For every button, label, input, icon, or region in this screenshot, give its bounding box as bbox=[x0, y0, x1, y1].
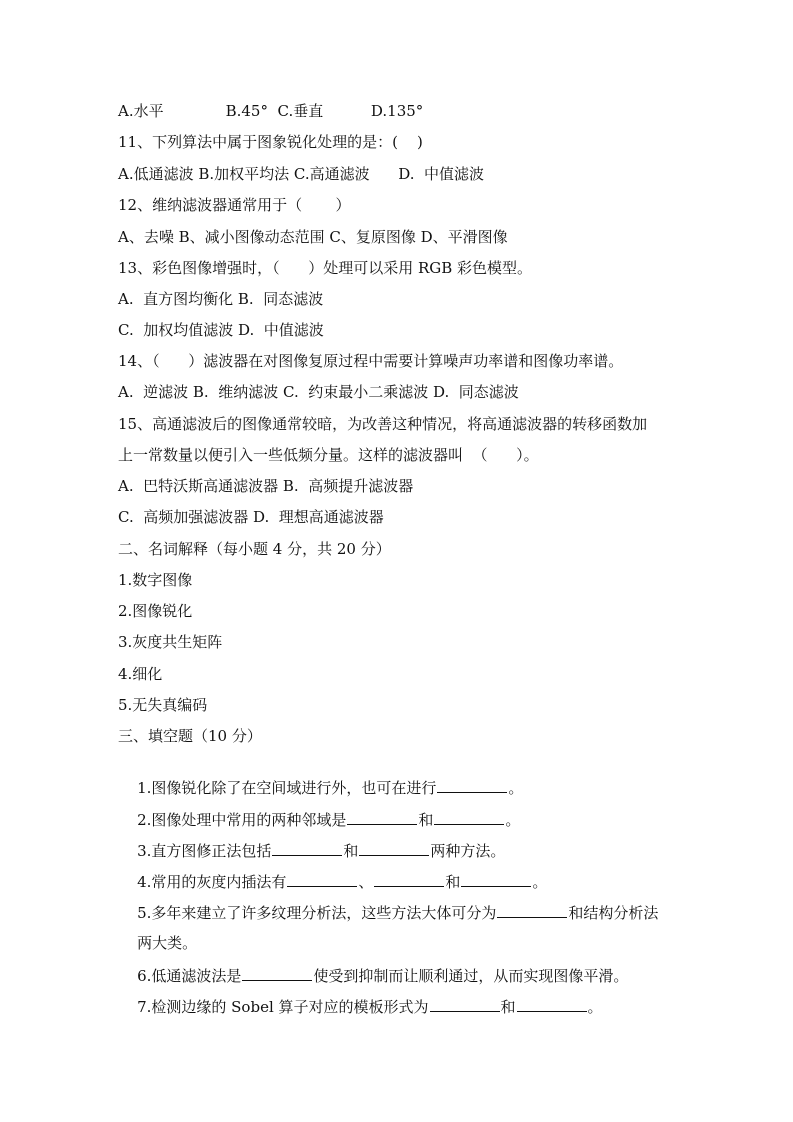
fill-text: 6.低通滤波法是 bbox=[137, 967, 242, 985]
fill-text: 1.图像锐化除了在空间域进行外，也可在进行 bbox=[137, 779, 437, 797]
fill-text: 和 bbox=[445, 873, 461, 891]
q13-options-1: A. 直方图均衡化 B. 同态滤波 bbox=[118, 290, 324, 308]
answer-blank bbox=[497, 902, 567, 918]
q15-options-1: A. 巴特沃斯高通滤波器 B. 高频提升滤波器 bbox=[118, 477, 414, 495]
fill-text: 7.检测边缘的 Sobel 算子对应的模板形式为 bbox=[137, 998, 429, 1016]
section-2-heading: 二、名词解释（每小题 4 分，共 20 分） bbox=[118, 540, 391, 558]
q10-options: A.水平 B.45° C.垂直 D.135° bbox=[118, 102, 424, 120]
term-3: 3.灰度共生矩阵 bbox=[118, 633, 223, 651]
q13-stem: 13、彩色图像增强时，（ ）处理可以采用 RGB 彩色模型。 bbox=[118, 259, 533, 277]
q11-stem: 11、下列算法中属于图象锐化处理的是：( ) bbox=[118, 133, 423, 151]
fill-text: 和结构分析法 bbox=[568, 904, 659, 922]
q11-options: A.低通滤波 B.加权平均法 C.高通滤波 D. 中值滤波 bbox=[118, 165, 485, 183]
term-5: 5.无失真编码 bbox=[118, 696, 208, 714]
fill-question-7 bbox=[118, 976, 603, 1037]
fill-text: 。 bbox=[587, 998, 603, 1016]
fill-text: 3.直方图修正法包括 bbox=[137, 842, 272, 860]
fill-text: 5.多年来建立了许多纹理分析法，这些方法大体可分为 bbox=[137, 904, 497, 922]
fill-text: 。 bbox=[508, 779, 524, 797]
term-2: 2.图像锐化 bbox=[118, 602, 193, 620]
fill-text: 。 bbox=[532, 873, 548, 891]
q12-options: A、去噪 B、减小图像动态范围 C、复原图像 D、平滑图像 bbox=[118, 228, 508, 246]
term-1: 1.数字图像 bbox=[118, 571, 193, 589]
q13-options-2: C. 加权均值滤波 D. 中值滤波 bbox=[118, 321, 324, 339]
fill-text: 和 bbox=[343, 842, 359, 860]
fill-text: 2.图像处理中常用的两种邻域是 bbox=[137, 811, 347, 829]
fill-text: 、 bbox=[358, 873, 374, 891]
fill-text: 使受到抑制而让顺利通过，从而实现图像平滑。 bbox=[313, 967, 629, 985]
answer-blank bbox=[517, 996, 587, 1012]
fill-question-5 bbox=[118, 882, 658, 943]
answer-blank bbox=[430, 996, 500, 1012]
fill-text: 。 bbox=[505, 811, 521, 829]
fill-text: 两种方法。 bbox=[430, 842, 506, 860]
term-4: 4.细化 bbox=[118, 665, 163, 683]
fill-text: 和 bbox=[500, 998, 516, 1016]
q12-stem: 12、维纳滤波器通常用于（ ） bbox=[118, 196, 351, 214]
fill-text: 4.常用的灰度内插法有 bbox=[137, 873, 287, 891]
q15-stem-1: 15、高通滤波后的图像通常较暗，为改善这种情况，将高通滤波器的转移函数加 bbox=[118, 415, 648, 433]
fill-text: 和 bbox=[418, 811, 434, 829]
q15-stem-2: 上一常数量以便引入一些低频分量。这样的滤波器叫 （ ）。 bbox=[118, 446, 539, 464]
q14-stem: 14、（ ）滤波器在对图像复原过程中需要计算噪声功率谱和图像功率谱。 bbox=[118, 352, 624, 370]
q14-options: A. 逆滤波 B. 维纳滤波 C. 约束最小二乘滤波 D. 同态滤波 bbox=[118, 383, 519, 401]
section-3-heading: 三、填空题（10 分） bbox=[118, 727, 262, 745]
q15-options-2: C. 高频加强滤波器 D. 理想高通滤波器 bbox=[118, 508, 384, 526]
fill-text: 两大类。 bbox=[137, 934, 198, 952]
